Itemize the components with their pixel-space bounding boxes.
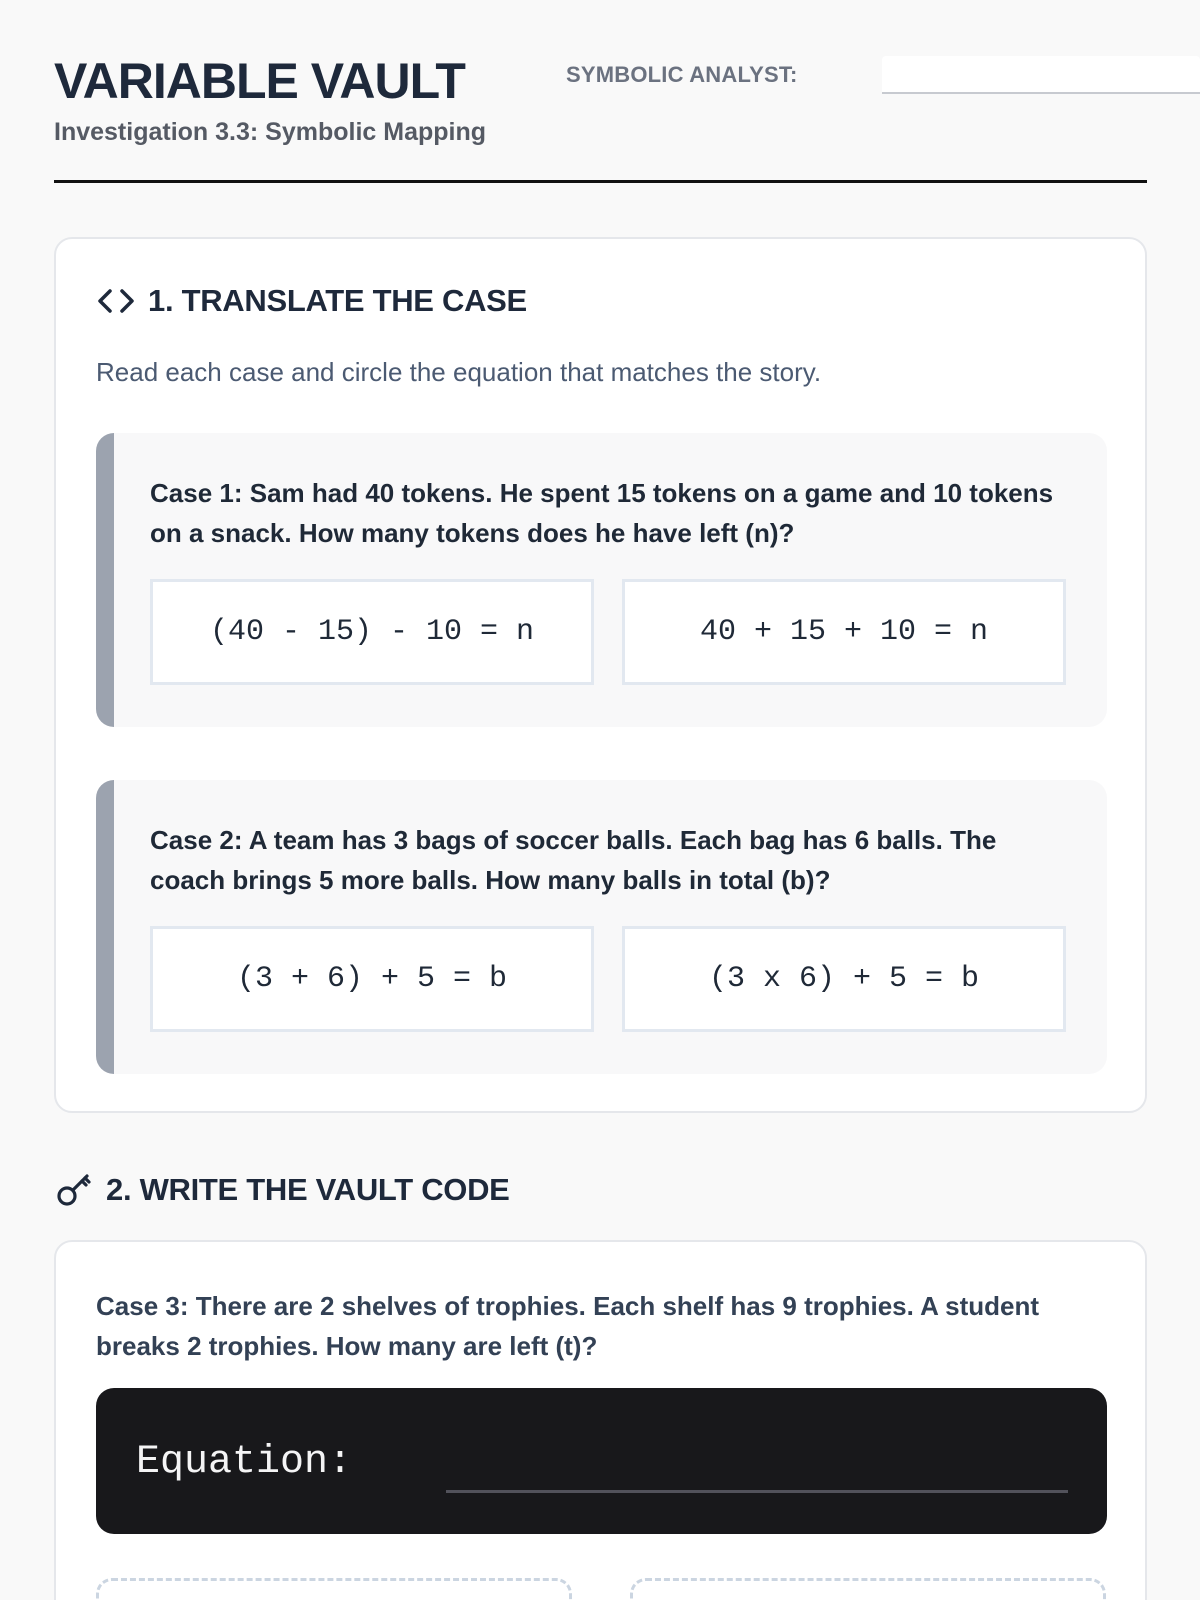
equation-choice[interactable]: (3 x 6) + 5 = b bbox=[622, 926, 1066, 1032]
analyst-field-group bbox=[566, 56, 798, 88]
section-1-title: 1. TRANSLATE THE CASE bbox=[148, 283, 527, 318]
answer-box[interactable] bbox=[630, 1578, 1106, 1600]
page-subtitle: Investigation 3.3: Symbolic Mapping bbox=[54, 118, 487, 146]
equation-terminal bbox=[96, 1388, 1107, 1534]
header-divider bbox=[54, 180, 1147, 183]
case-3-text: Case 3: There are 2 shelves of trophies. Each shelf has 9 trophies. A student breaks 2 trophies. How many are left (t)? bbox=[96, 1291, 1040, 1361]
equation-label: Equation: bbox=[136, 1440, 353, 1485]
analyst-name-input[interactable] bbox=[882, 56, 1200, 94]
section-translate-panel bbox=[54, 237, 1147, 1113]
worksheet-header bbox=[54, 53, 1146, 146]
case-card bbox=[96, 433, 1107, 727]
case-text: Case 1: Sam had 40 tokens. He spent 15 tokens on a game and 10 tokens on a snack. How many tokens does he have left (n)? bbox=[150, 478, 1054, 548]
equation-choice[interactable]: (3 + 6) + 5 = b bbox=[150, 926, 594, 1032]
equation-choice[interactable]: (40 - 15) - 10 = n bbox=[150, 579, 594, 685]
section-1-instructions: Read each case and circle the equation that matches the story. bbox=[96, 357, 822, 387]
case-text: Case 2: A team has 3 bags of soccer balls. Each bag has 6 balls. The coach brings 5 more balls. How many balls in total (b)? bbox=[150, 825, 997, 895]
equation-input[interactable] bbox=[446, 1490, 1068, 1493]
case-card bbox=[96, 780, 1107, 1074]
equation-choice[interactable]: 40 + 15 + 10 = n bbox=[622, 579, 1066, 685]
code-brackets-icon bbox=[96, 286, 136, 316]
section-2-heading bbox=[54, 1170, 510, 1210]
key-icon bbox=[54, 1170, 94, 1210]
answer-box[interactable] bbox=[96, 1578, 572, 1600]
section-2-title: 2. WRITE THE VAULT CODE bbox=[106, 1172, 510, 1207]
analyst-label: SYMBOLIC ANALYST: bbox=[566, 62, 798, 87]
page-title: VARIABLE VAULT bbox=[54, 53, 465, 109]
section-vault-code-panel bbox=[54, 1240, 1147, 1600]
section-1-heading bbox=[96, 283, 527, 319]
